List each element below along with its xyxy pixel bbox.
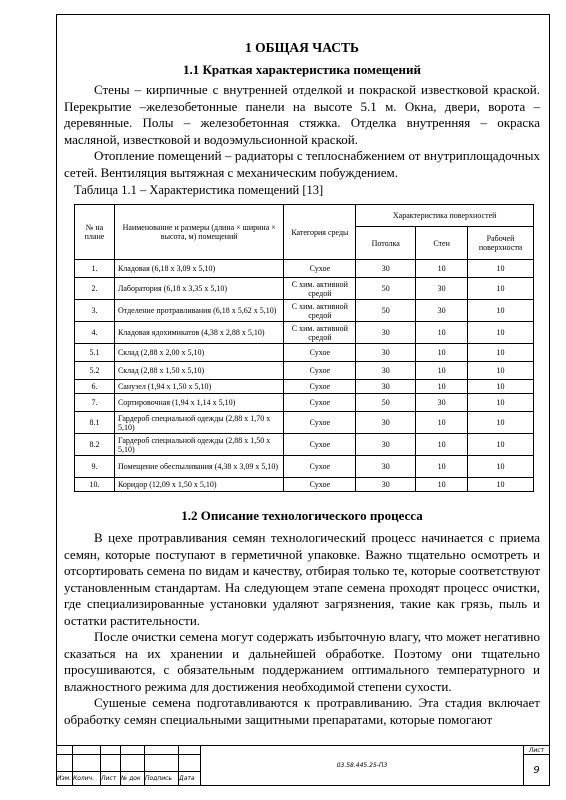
cell-work: 10 (468, 434, 534, 456)
sheet-number: 9 (524, 755, 550, 786)
cell-walls: 10 (416, 322, 468, 344)
cell-walls: 10 (416, 362, 468, 380)
header-name: Наименование и размеры (длина × ширина × высота, м) помещений (114, 205, 284, 260)
cell-walls: 10 (416, 412, 468, 434)
cell-ceiling: 30 (356, 456, 416, 478)
cell-work: 10 (468, 456, 534, 478)
cell-work: 10 (468, 412, 534, 434)
cell-category: Сухое (284, 344, 356, 362)
cell-category: Сухое (284, 412, 356, 434)
cell-work: 10 (468, 478, 534, 492)
cell-num: 5.2 (75, 362, 115, 380)
header-surfaces: Характеристика поверхностей (356, 205, 534, 227)
paragraph: Сушеные семена подготавливаются к протравливанию. Эта стадия включает обработку семян специальными защитными препаратами, которые помогают (64, 695, 540, 727)
cell-num: 2. (75, 278, 115, 300)
cell-walls: 10 (416, 344, 468, 362)
table-row (75, 434, 534, 456)
cell-walls: 10 (416, 478, 468, 492)
table-row (75, 344, 534, 362)
cell-category: Сухое (284, 478, 356, 492)
header-num: № на плане (75, 205, 115, 260)
cell-ceiling: 30 (356, 362, 416, 380)
table-caption: Таблица 1.1 – Характеристика помещений [13] (74, 183, 324, 197)
cell-work: 10 (468, 344, 534, 362)
cell-num: 8.1 (75, 412, 115, 434)
cell-name: Коридор (12,09 х 1,50 х 5,10) (114, 478, 284, 492)
cell-name: Кладовая (6,18 х 3,09 х 5,10) (114, 260, 284, 278)
col-signature: Подпись (145, 771, 179, 785)
document-code: 03.58.445.25-ПЗ (201, 746, 524, 786)
cell-name: Сортировочная (1,94 х 1,14 х 5,10) (114, 394, 284, 412)
cell-category: С хим. активной средой (284, 278, 356, 300)
cell-category: Сухое (284, 260, 356, 278)
chapter-heading: 1 ОБЩАЯ ЧАСТЬ (245, 40, 359, 55)
cell-ceiling: 30 (356, 344, 416, 362)
cell-ceiling: 50 (356, 278, 416, 300)
cell-category: Сухое (284, 362, 356, 380)
cell-num: 3. (75, 300, 115, 322)
title-block (56, 745, 550, 786)
cell-name: Помещение обеспыливания (4,38 х 3,09 х 5,10) (114, 456, 284, 478)
cell-num: 7. (75, 394, 115, 412)
table-row (75, 394, 534, 412)
cell-name: Гардероб специальной одежды (2,88 х 1,70 х 5,10) (114, 412, 284, 434)
cell-work: 10 (468, 300, 534, 322)
cell-work: 10 (468, 362, 534, 380)
cell-name: Лаборатория (6,18 х 3,35 х 5,10) (114, 278, 284, 300)
cell-name: Кладовая ядохимикатов (4,38 х 2,88 х 5,10) (114, 322, 284, 344)
cell-walls: 10 (416, 434, 468, 456)
cell-walls: 10 (416, 456, 468, 478)
cell-name: Отделение протравливания (6,18 х 5,62 х 5,10) (114, 300, 284, 322)
cell-category: С хим. активной средой (284, 300, 356, 322)
cell-category: С хим. активной средой (284, 322, 356, 344)
header-ceiling: Потолка (356, 227, 416, 260)
cell-walls: 30 (416, 300, 468, 322)
header-category: Категория среды (284, 205, 356, 260)
cell-category: Сухое (284, 380, 356, 394)
table-row (75, 412, 534, 434)
cell-work: 10 (468, 322, 534, 344)
cell-walls: 30 (416, 394, 468, 412)
cell-ceiling: 50 (356, 300, 416, 322)
cell-category: Сухое (284, 394, 356, 412)
cell-walls: 10 (416, 380, 468, 394)
cell-work: 10 (468, 260, 534, 278)
section-1-title: 1.1 Краткая характеристика помещений (183, 62, 421, 77)
cell-walls: 30 (416, 278, 468, 300)
col-sheet: Лист (101, 771, 121, 785)
paragraph: Стены – кирпичные с внутренней отделкой и покраской известковой краской. Перекрытие –железобетонные панели на высоте 5.1 м. Окна, двери, ворота – деревянные. Полы – железобетонная стяжка. Отделка внутренняя – окраска масляной, известковой и водоэмульсионной краской. (64, 82, 540, 147)
col-date: Дата (179, 771, 201, 785)
cell-ceiling: 30 (356, 412, 416, 434)
cell-num: 4. (75, 322, 115, 344)
cell-num: 1. (75, 260, 115, 278)
page-content (64, 40, 540, 728)
cell-work: 10 (468, 278, 534, 300)
table-row (75, 322, 534, 344)
cell-num: 9. (75, 456, 115, 478)
cell-ceiling: 30 (356, 260, 416, 278)
table-row (75, 478, 534, 492)
cell-name: Склад (2,88 х 2,00 х 5,10) (114, 344, 284, 362)
paragraph: После очистки семена могут содержать избыточную влагу, что может негативно сказаться на их хранении и дальнейшей обработке. Поэтому они тщательно просушиваются, с обязательным поддержанием оптимального температурного и влажностного режима для достижения необходимой степени сухости. (64, 629, 540, 694)
cell-num: 6. (75, 380, 115, 394)
cell-ceiling: 50 (356, 394, 416, 412)
paragraph: Отопление помещений – радиаторы с теплоснабжением от внутриплощадочных сетей. Вентиляция вытяжная с механическим побуждением. (64, 148, 540, 180)
cell-name: Гардероб специальной одежды (2,88 х 1,50 х 5,10) (114, 434, 284, 456)
paragraph: В цехе протравливания семян технологический процесс начинается с приема семян, которые поступают в герметичной упаковке. Важно тщательно осмотреть и отсортировать семена по видам и качеству, отбирая только те, которые соответствуют установленным стандартам. На следующем этапе семена проходят процесс очистки, где специализированные установки удаляют загрязнения, такие как грязь, пыль и остатки растительности. (64, 530, 540, 628)
cell-category: Сухое (284, 434, 356, 456)
rooms-table (74, 204, 534, 492)
cell-work: 10 (468, 394, 534, 412)
cell-ceiling: 30 (356, 322, 416, 344)
cell-num: 10. (75, 478, 115, 492)
col-change: Изм. (57, 771, 73, 785)
sheet-label: Лист (524, 746, 550, 755)
header-work-surface: Рабочей поверхности (468, 227, 534, 260)
cell-category: Сухое (284, 456, 356, 478)
table-row (75, 260, 534, 278)
cell-ceiling: 30 (356, 478, 416, 492)
cell-name: Санузел (1,94 х 1,50 х 5,10) (114, 380, 284, 394)
table-row (75, 362, 534, 380)
cell-num: 5.1 (75, 344, 115, 362)
cell-walls: 10 (416, 260, 468, 278)
table-body (75, 260, 534, 492)
table-row (75, 456, 534, 478)
table-row (75, 278, 534, 300)
cell-work: 10 (468, 380, 534, 394)
cell-ceiling: 30 (356, 434, 416, 456)
section-2-title: 1.2 Описание технологического процесса (181, 508, 423, 523)
table-row (75, 300, 534, 322)
cell-ceiling: 30 (356, 380, 416, 394)
cell-num: 8.2 (75, 434, 115, 456)
header-walls: Стен (416, 227, 468, 260)
cell-name: Склад (2,88 х 1,50 х 5,10) (114, 362, 284, 380)
table-row (75, 380, 534, 394)
col-doc-number: № док (121, 771, 145, 785)
col-quantity: Колич. (73, 771, 101, 785)
